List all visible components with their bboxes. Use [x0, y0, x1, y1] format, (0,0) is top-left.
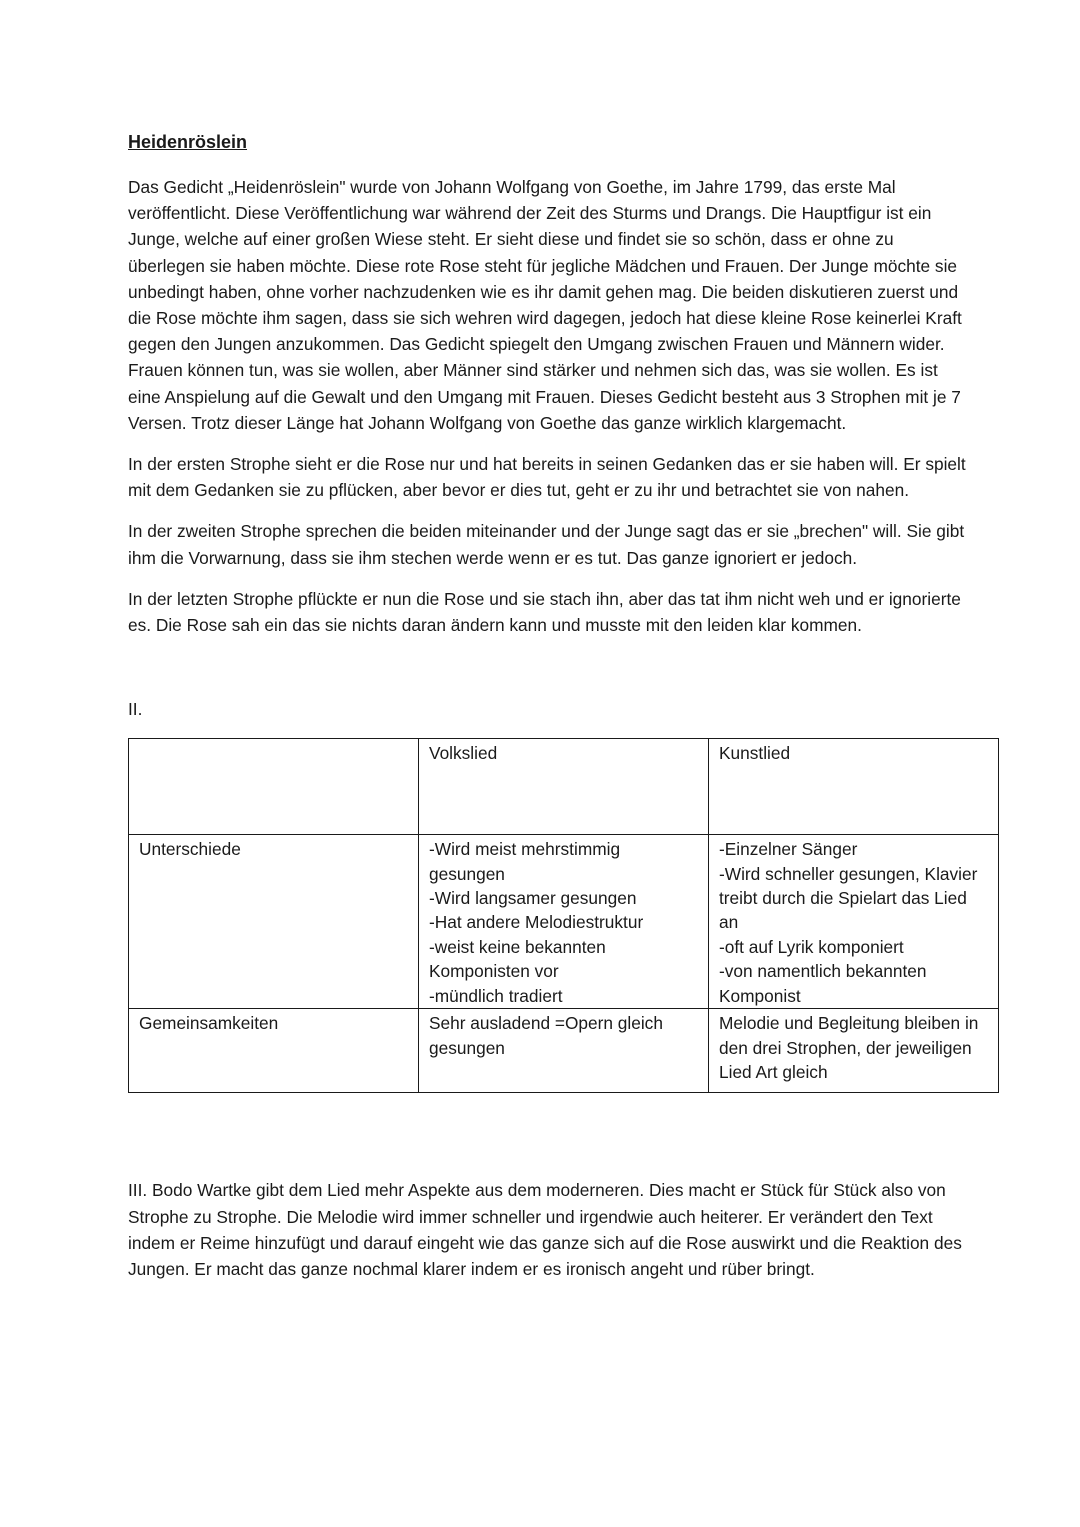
list-item: Sehr ausladend =Opern gleich gesungen [429, 1013, 663, 1058]
section-3-paragraph: III. Bodo Wartke gibt dem Lied mehr Aspekte aus dem moderneren. Dies macht er Stück für Stück also von Strophe zu Strophe. Die Melodie wird immer schneller und irgendwie auch heiterer. Er verändert den Text indem er Reime hinzufügt und darauf eingeht wie das ganze sich auf die Rose auswirkt und die Reaktion des Jungen. Er macht das ganze nochmal klarer indem er es ironisch angeht und rüber bringt. [128, 1180, 962, 1279]
list-item: -Wird langsamer gesungen [429, 888, 637, 909]
cell-unterschiede-volkslied [419, 835, 709, 1009]
document-title: Heidenröslein [128, 132, 248, 152]
cell-gemeinsamkeiten-kunstlied [709, 1009, 999, 1093]
comparison-table [128, 738, 999, 1093]
list-item: -von namentlich bekannten Komponist [719, 961, 927, 1006]
list-item: -Hat andere Melodiestruktur [429, 912, 644, 933]
cell-unterschiede-kunstlied [709, 835, 999, 1009]
table-header-cell-empty [129, 739, 419, 835]
strophe-1-paragraph: In der ersten Strophe sieht er die Rose nur und hat bereits in seinen Gedanken das er sie haben will. Er spielt mit dem Gedanken sie zu pflücken, aber bevor er dies tut, geht er zu ihr und betrachtet sie von nahen. [128, 454, 966, 501]
row-label-gemeinsamkeiten: Gemeinsamkeiten [129, 1009, 419, 1093]
table-row-gemeinsamkeiten [129, 1009, 999, 1093]
list-item: -oft auf Lyrik komponiert [719, 936, 904, 957]
row-label-unterschiede: Unterschiede [129, 835, 419, 1009]
list-item: -Wird meist mehrstimmig gesungen [429, 839, 621, 884]
section-2-label: II. [128, 699, 143, 720]
intro-paragraph: Das Gedicht „Heidenröslein" wurde von Johann Wolfgang von Goethe, im Jahre 1799, das erste Mal veröffentlicht. Diese Veröffentlichung war während der Zeit des Sturms und Drangs. Die Hauptfigur ist ein Junge, welche auf einer großen Wiese steht. Er sieht diese und findet sie so schön, dass er ohne zu überlegen sie haben möchte. Diese rote Rose steht für jegliche Mädchen und Frauen. Der Junge möchte sie unbedingt haben, ohne vorher nachzudenken wie es ihr damit gehen mag. Die beiden diskutieren zuerst und die Rose möchte ihm sagen, dass sie sich wehren wird dagegen, jedoch hat diese kleine Rose keinerlei Kraft gegen den Jungen anzukommen. Das Gedicht spiegelt den Umgang zwischen Frauen und Männern wider. Frauen können tun, was sie wollen, aber Männer sind stärker und nehmen sich das, was sie wollen. Es ist eine Anspielung auf die Gewalt und den Umgang mit Frauen. Dieses Gedicht besteht aus 3 Strophen mit je 7 Versen. Trotz dieser Länge hat Johann Wolfgang von Goethe das ganze wirklich klargemacht. [128, 177, 962, 433]
cell-gemeinsamkeiten-volkslied [419, 1009, 709, 1093]
list-item: -Wird schneller gesungen, Klavier treibt durch die Spielart das Lied an [719, 863, 978, 933]
table-header-cell-kunstlied: Kunstlied [709, 739, 999, 835]
table-header-cell-volkslied: Volkslied [419, 739, 709, 835]
strophe-3-paragraph: In der letzten Strophe pflückte er nun die Rose und sie stach ihn, aber das tat ihm nicht weh und er ignorierte es. Die Rose sah ein das sie nichts daran ändern kann und musste mit den leiden klar kommen. [128, 588, 961, 636]
strophe-2-paragraph: In der zweiten Strophe sprechen die beiden miteinander und der Junge sagt das er sie „brechen" will. Sie gibt ihm die Vorwarnung, dass sie ihm stechen werde wenn er es tut. Das ganze ignoriert er jedoch. [128, 521, 965, 568]
list-item: -weist keine bekannten Komponisten vor [429, 936, 606, 982]
document-page [128, 128, 979, 1297]
list-item: -mündlich tradiert [429, 985, 563, 1006]
list-item: -Einzelner Sänger [719, 839, 858, 860]
table-row-unterschiede [129, 835, 999, 1009]
table-header-row [129, 739, 999, 835]
list-item: Melodie und Begleitung bleiben in den drei Strophen, der jeweiligen Lied Art gleich [719, 1013, 979, 1082]
